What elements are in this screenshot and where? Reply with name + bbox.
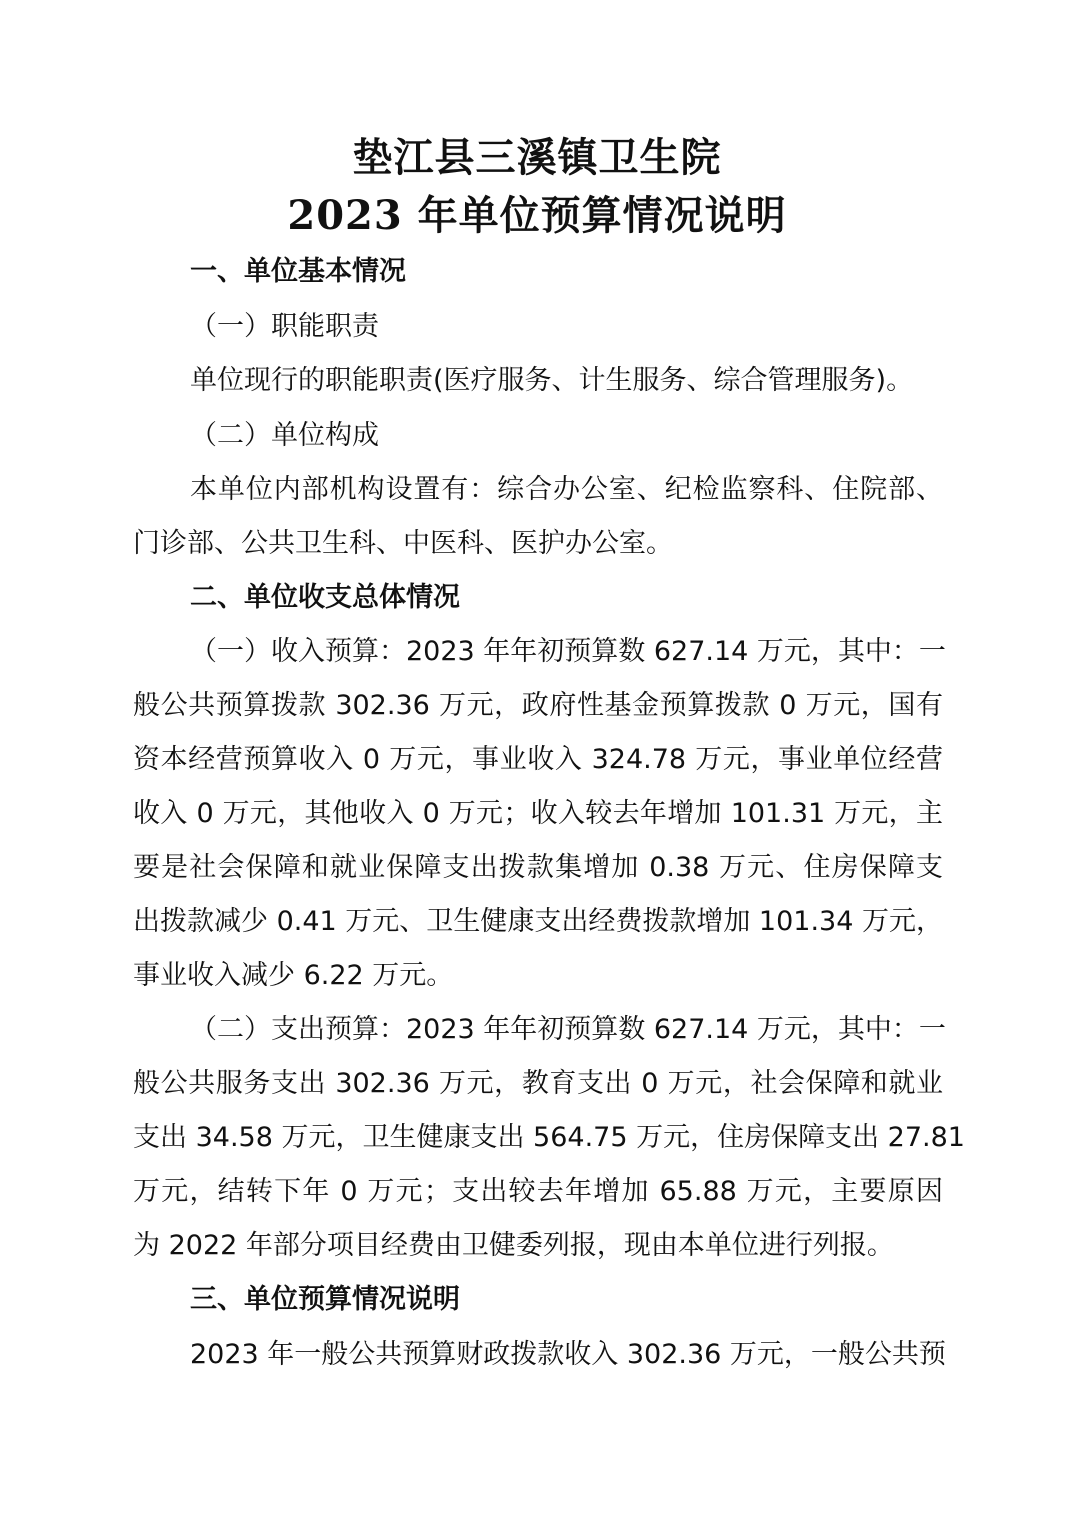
expense-paragraph-line: 万元，结转下年 0 万元；支出较去年增加 65.88 万元，主要原因: [133, 1176, 943, 1207]
income-paragraph-line: 事业收入减少 6.22 万元。: [133, 960, 454, 991]
section3-paragraph-line: 2023 年一般公共预算财政拨款收入 302.36 万元，一般公共预: [190, 1339, 946, 1370]
income-paragraph-line: 要是社会保障和就业保障支出拨款集增加 0.38 万元、住房保障支: [133, 852, 943, 883]
section1-sub1-text: 单位现行的职能职责(医疗服务、计生服务、综合管理服务)。: [190, 365, 914, 396]
section1-sub1-heading: （一）职能职责: [190, 311, 379, 342]
section1-sub2-line: 本单位内部机构设置有：综合办公室、纪检监察科、住院部、: [190, 474, 943, 505]
expense-paragraph-line: 支出 34.58 万元，卫生健康支出 564.75 万元，住房保障支出 27.81: [133, 1122, 965, 1153]
expense-paragraph-line: 为 2022 年部分项目经费由卫健委列报，现由本单位进行列报。: [133, 1230, 894, 1261]
income-paragraph-line: 般公共预算拨款 302.36 万元，政府性基金预算拨款 0 万元，国有: [133, 690, 943, 721]
income-paragraph-line: 出拨款减少 0.41 万元、卫生健康支出经费拨款增加 101.34 万元，: [133, 906, 943, 937]
document-title-line2: 2023 年单位预算情况说明: [287, 192, 787, 239]
expense-paragraph-line: 般公共服务支出 302.36 万元，教育支出 0 万元，社会保障和就业: [133, 1068, 943, 1099]
expense-paragraph-line: （二）支出预算：2023 年年初预算数 627.14 万元，其中：一: [190, 1014, 946, 1045]
document-title-line1: 垫江县三溪镇卫生院: [352, 134, 722, 181]
section1-sub2-heading: （二）单位构成: [190, 420, 379, 451]
section1-sub2-line: 门诊部、公共卫生科、中医科、医护办公室。: [133, 528, 673, 559]
income-paragraph-line: 收入 0 万元，其他收入 0 万元；收入较去年增加 101.31 万元，主: [133, 798, 943, 829]
income-paragraph-line: 资本经营预算收入 0 万元，事业收入 324.78 万元，事业单位经营: [133, 744, 943, 775]
income-paragraph-line: （一）收入预算：2023 年年初预算数 627.14 万元，其中：一: [190, 636, 946, 667]
section3-heading: 三、单位预算情况说明: [190, 1284, 460, 1315]
section2-heading: 二、单位收支总体情况: [190, 582, 460, 613]
section1-heading: 一、单位基本情况: [190, 256, 406, 287]
